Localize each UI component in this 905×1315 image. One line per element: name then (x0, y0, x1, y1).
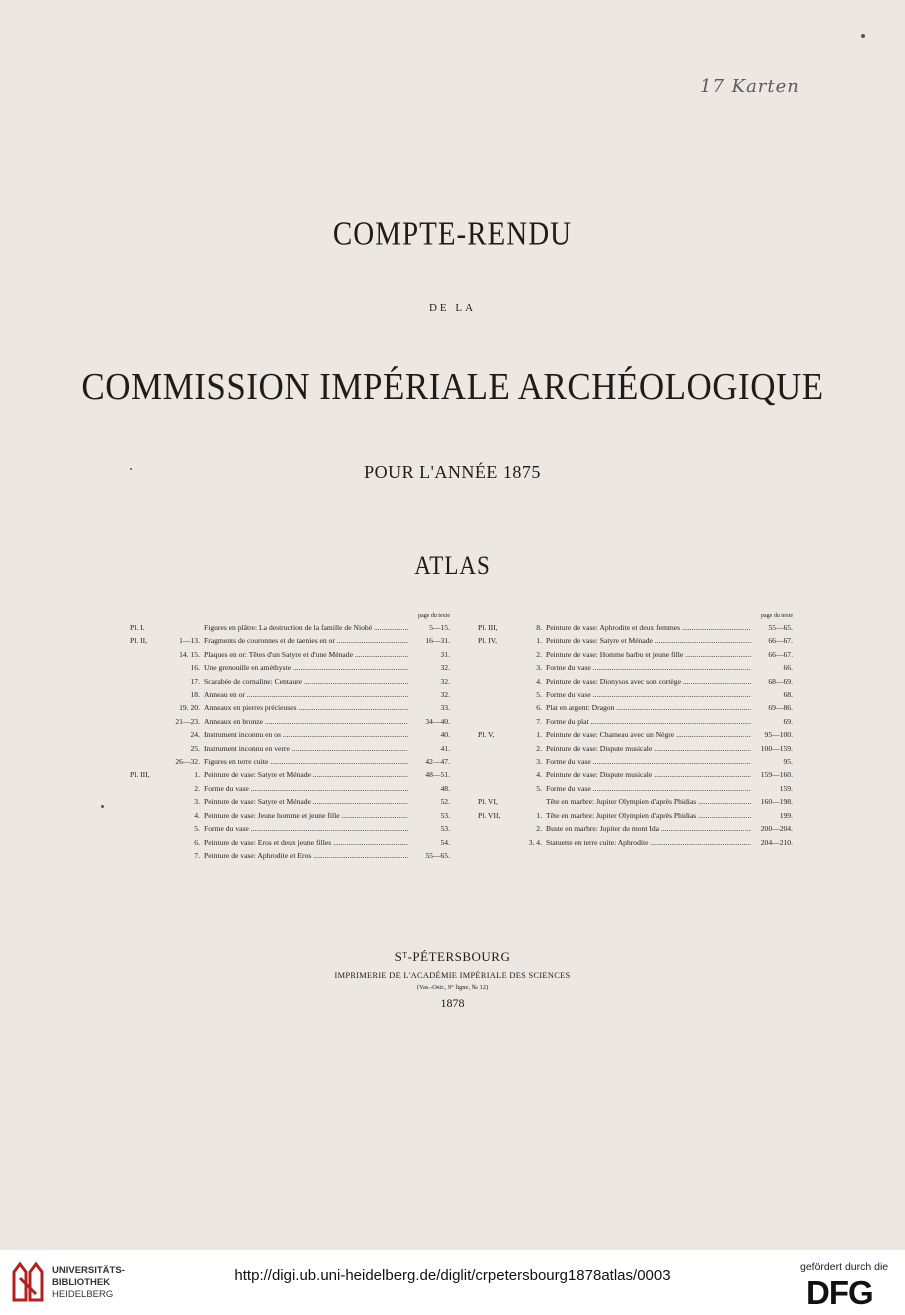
figure-number: 18. (190, 690, 200, 700)
column-header: page du texte (418, 613, 450, 619)
title-atlas: ATLAS (414, 551, 491, 580)
page-reference: 204—210. (760, 837, 793, 847)
figure-number: 5. (536, 783, 542, 793)
figure-number: 2. (536, 824, 542, 834)
figure-number: 1. (536, 730, 542, 740)
entry-description: Peinture de vase: Jeune homme et jeune fille ..... (204, 809, 408, 822)
toc-entry (130, 728, 450, 741)
figure-number: 1. (194, 770, 200, 780)
plate-label: Pl. I. (130, 623, 145, 632)
toc-entry (130, 768, 450, 781)
toc-entry (130, 634, 450, 647)
page-reference: 41. (440, 743, 450, 753)
toc-entry (130, 661, 450, 674)
toc-entry (130, 621, 450, 634)
toc-entry (478, 782, 793, 795)
toc-entry (478, 688, 793, 701)
page-reference: 95—100. (764, 730, 793, 740)
imprint-year: 1878 (440, 996, 465, 1010)
entry-description: Anneaux en pierres précieuses ..... (204, 701, 408, 714)
title-de-la: DE LA (428, 302, 477, 314)
toc-entry (478, 648, 793, 661)
figure-number: 4. (536, 676, 542, 686)
page-reference: 32. (440, 663, 450, 673)
university-name-line: BIBLIOTHEK (52, 1277, 111, 1288)
entry-description: Anneaux en bronze ..... (204, 715, 408, 728)
figure-number: 3. (194, 797, 200, 807)
toc-entry (478, 742, 793, 755)
entry-description: Forme du vase ..... (546, 755, 751, 768)
title-compte-rendu: COMPTE-RENDU (332, 215, 573, 253)
figure-number: 5. (536, 690, 542, 700)
plate-label: Pl. II, (130, 636, 148, 646)
figure-number: 1. (536, 810, 542, 820)
entry-description: Instrument inconnu en verre ..... (204, 742, 408, 755)
footer-bar (0, 1250, 905, 1315)
figure-number: 25. (190, 743, 200, 753)
toc-entry (130, 755, 450, 768)
page-reference: 68—69. (768, 676, 793, 686)
entry-description: Scarabée de cornaline: Centaure ..... (204, 675, 408, 688)
entry-description: Peinture de vase: Eros et deux jeune filles ..... (204, 836, 408, 849)
toc-entry (478, 701, 793, 714)
page-reference: 68. (783, 690, 793, 700)
entry-description: Forme du plat ..... (546, 715, 751, 728)
toc-entry (130, 822, 450, 835)
page-reference: 66—67. (768, 649, 793, 659)
plate-label: Pl. VI, (478, 797, 498, 807)
figure-number: 4. (194, 810, 200, 820)
entry-description: Plaques en or: Têtes d'un Satyre et d'une Ménade ..... (204, 648, 408, 661)
entry-description: Peinture de vase: Dispute musicale ..... (546, 768, 751, 781)
page-reference: 159. (779, 783, 793, 793)
toc-entry (130, 836, 450, 849)
page-reference: 31. (440, 649, 450, 659)
page-reference: 16—31. (425, 636, 450, 646)
entry-description: Peinture de vase: Satyre et Ménade ..... (204, 768, 408, 781)
page-reference: 48. (440, 783, 450, 793)
page-reference: 69. (783, 716, 793, 726)
plate-label: Pl. IV, (478, 636, 498, 646)
figure-number: 21—23. (175, 716, 200, 726)
toc-entry (478, 621, 793, 634)
toc-entry (130, 795, 450, 808)
entry-description: Fragments de couronnes et de taenies en or ..... (204, 634, 408, 647)
page-reference: 199. (779, 810, 793, 820)
figure-number: 2. (536, 743, 542, 753)
toc-entry (130, 809, 450, 822)
page-reference: 53. (440, 810, 450, 820)
figure-number: 1—13. (179, 636, 200, 646)
page-reference: 100—159. (760, 743, 793, 753)
figure-number: 2. (536, 649, 542, 659)
figure-number: 17. (190, 676, 200, 686)
page-reference: 66—67. (768, 636, 793, 646)
toc-entry (130, 742, 450, 755)
entry-description: Plat en argent: Dragon ..... (546, 701, 751, 714)
toc-entry (130, 782, 450, 795)
page-reference: 54. (440, 837, 450, 847)
permalink-url[interactable]: http://digi.ub.uni-heidelberg.de/diglit/crpetersbourg1878atlas/0003 (234, 1267, 671, 1284)
toc-entry (478, 675, 793, 688)
page-reference: 34—40. (425, 716, 450, 726)
toc-entry (130, 701, 450, 714)
toc-entry (130, 688, 450, 701)
entry-description: Forme du vase ..... (204, 782, 408, 795)
toc-entry (478, 755, 793, 768)
entry-description: Forme du vase ..... (204, 822, 408, 835)
page-reference: 52. (440, 797, 450, 807)
toc-entry (478, 661, 793, 674)
imprint-address: (Vas.-Ostr., 9° ligne, № 12) (416, 984, 489, 991)
dfg-logo: DFG (806, 1274, 873, 1311)
entry-description: Peinture de vase: Satyre et Ménade ..... (204, 795, 408, 808)
page-reference: 32. (440, 676, 450, 686)
figure-number: 24. (190, 730, 200, 740)
toc-entry (478, 836, 793, 849)
imprint-city: Sᵀ-PÉTERSBOURG (394, 949, 511, 964)
toc-entry (478, 768, 793, 781)
figure-number: 6. (194, 837, 200, 847)
figure-number: 7. (536, 716, 542, 726)
entry-description: Forme du vase ..... (546, 661, 751, 674)
paper-speck (101, 805, 104, 808)
figure-number: 3. (536, 757, 542, 767)
handwritten-note: 17 Karten (700, 76, 800, 97)
toc-entry (478, 795, 793, 808)
page-reference: 160—198. (760, 797, 793, 807)
page-reference: 5—15. (429, 623, 450, 632)
page-reference: 53. (440, 824, 450, 834)
page-reference: 69—86. (768, 703, 793, 713)
university-name-line: UNIVERSITÄTS- (52, 1265, 125, 1276)
plate-label: Pl. III, (130, 770, 150, 780)
figure-number: 4. (536, 770, 542, 780)
page-reference: 95. (783, 757, 793, 767)
figure-number: 5. (194, 824, 200, 834)
toc-entry (478, 809, 793, 822)
page-reference: 159—160. (760, 770, 793, 780)
entry-description: Tête en marbre: Jupiter Olympien d'après Phidias ..... (546, 809, 751, 822)
entry-description: Anneau en or ..... (204, 688, 408, 701)
page-reference: 66. (783, 663, 793, 673)
entry-description: Peinture de vase: Homme barbu et jeune fille ..... (546, 648, 751, 661)
page-reference: 40. (440, 730, 450, 740)
page-reference: 200—204. (760, 824, 793, 834)
figure-number: 19. 20. (179, 703, 200, 713)
entry-description: Peinture de vase: Satyre et Ménade ..... (546, 634, 751, 647)
figure-number: 7. (194, 850, 200, 860)
figure-number: 26—32. (175, 757, 200, 767)
page-reference: 48—51. (425, 770, 450, 780)
toc-entry (130, 648, 450, 661)
university-name-line: HEIDELBERG (52, 1289, 114, 1300)
page-reference: 33. (440, 703, 450, 713)
entry-description: Peinture de vase: Dispute musicale ..... (546, 742, 751, 755)
toc-entry (478, 715, 793, 728)
funded-by-label: gefördert durch die (800, 1261, 889, 1273)
entry-description: Peinture de vase: Aphrodite et Eros ..... (204, 849, 408, 862)
page-reference: 42—47. (425, 757, 450, 767)
entry-description: Figures en plâtre: La destruction de la famille de Niobé ..... (204, 621, 408, 634)
toc-entry (478, 728, 793, 741)
entry-description: Peinture de vase: Dionysos avec son cortège ..... (546, 675, 751, 688)
entry-description: Forme du vase ..... (546, 688, 751, 701)
page-reference: 55—65. (768, 623, 793, 632)
toc-entry (130, 715, 450, 728)
entry-description: Peinture de vase: Chameau avec un Nègre ..... (546, 728, 751, 741)
figure-number: 16. (190, 663, 200, 673)
paper-speck (861, 34, 865, 38)
plate-label: Pl. III, (478, 623, 498, 632)
toc-entry (130, 849, 450, 862)
entry-description: Forme du vase ..... (546, 782, 751, 795)
figure-number: 1. (536, 636, 542, 646)
entry-description: Une grenouille en améthyste ..... (204, 661, 408, 674)
plate-label: Pl. V, (478, 730, 495, 740)
page-reference: 32. (440, 690, 450, 700)
entry-description: Statuette en terre cuite: Aphrodite ..... (546, 836, 751, 849)
toc-right-column (478, 612, 793, 849)
figure-number: 6. (536, 703, 542, 713)
figure-number: 14. 15. (179, 649, 200, 659)
page-reference: 55—65. (425, 850, 450, 860)
entry-description: Figures en terre cuite ..... (204, 755, 408, 768)
toc-left-column (130, 612, 450, 862)
figure-number: 2. (194, 783, 200, 793)
column-header: page du texte (761, 613, 793, 619)
entry-description: Tête en marbre: Jupiter Olympien d'après Phidias ..... (546, 795, 751, 808)
toc-entry (478, 822, 793, 835)
imprint-publisher: IMPRIMERIE DE L'ACADÉMIE IMPÉRIALE DES SCIENCES (334, 971, 571, 980)
title-commission: COMMISSION IMPÉRIALE ARCHÉOLOGIQUE (81, 365, 824, 408)
entry-description: Peinture de vase: Aphrodite et deux femmes ..... (546, 621, 751, 634)
figure-number: 8. (536, 623, 542, 632)
title-year: POUR L'ANNÉE 1875 (364, 462, 541, 482)
toc-entry (130, 675, 450, 688)
figure-number: 3. 4. (528, 837, 542, 847)
toc-entry (478, 634, 793, 647)
figure-number: 3. (536, 663, 542, 673)
entry-description: Buste en marbre: Jupiter du mont Ida ..... (546, 822, 751, 835)
plate-label: Pl. VII, (478, 810, 501, 820)
entry-description: Instrument inconnu en os ..... (204, 728, 408, 741)
